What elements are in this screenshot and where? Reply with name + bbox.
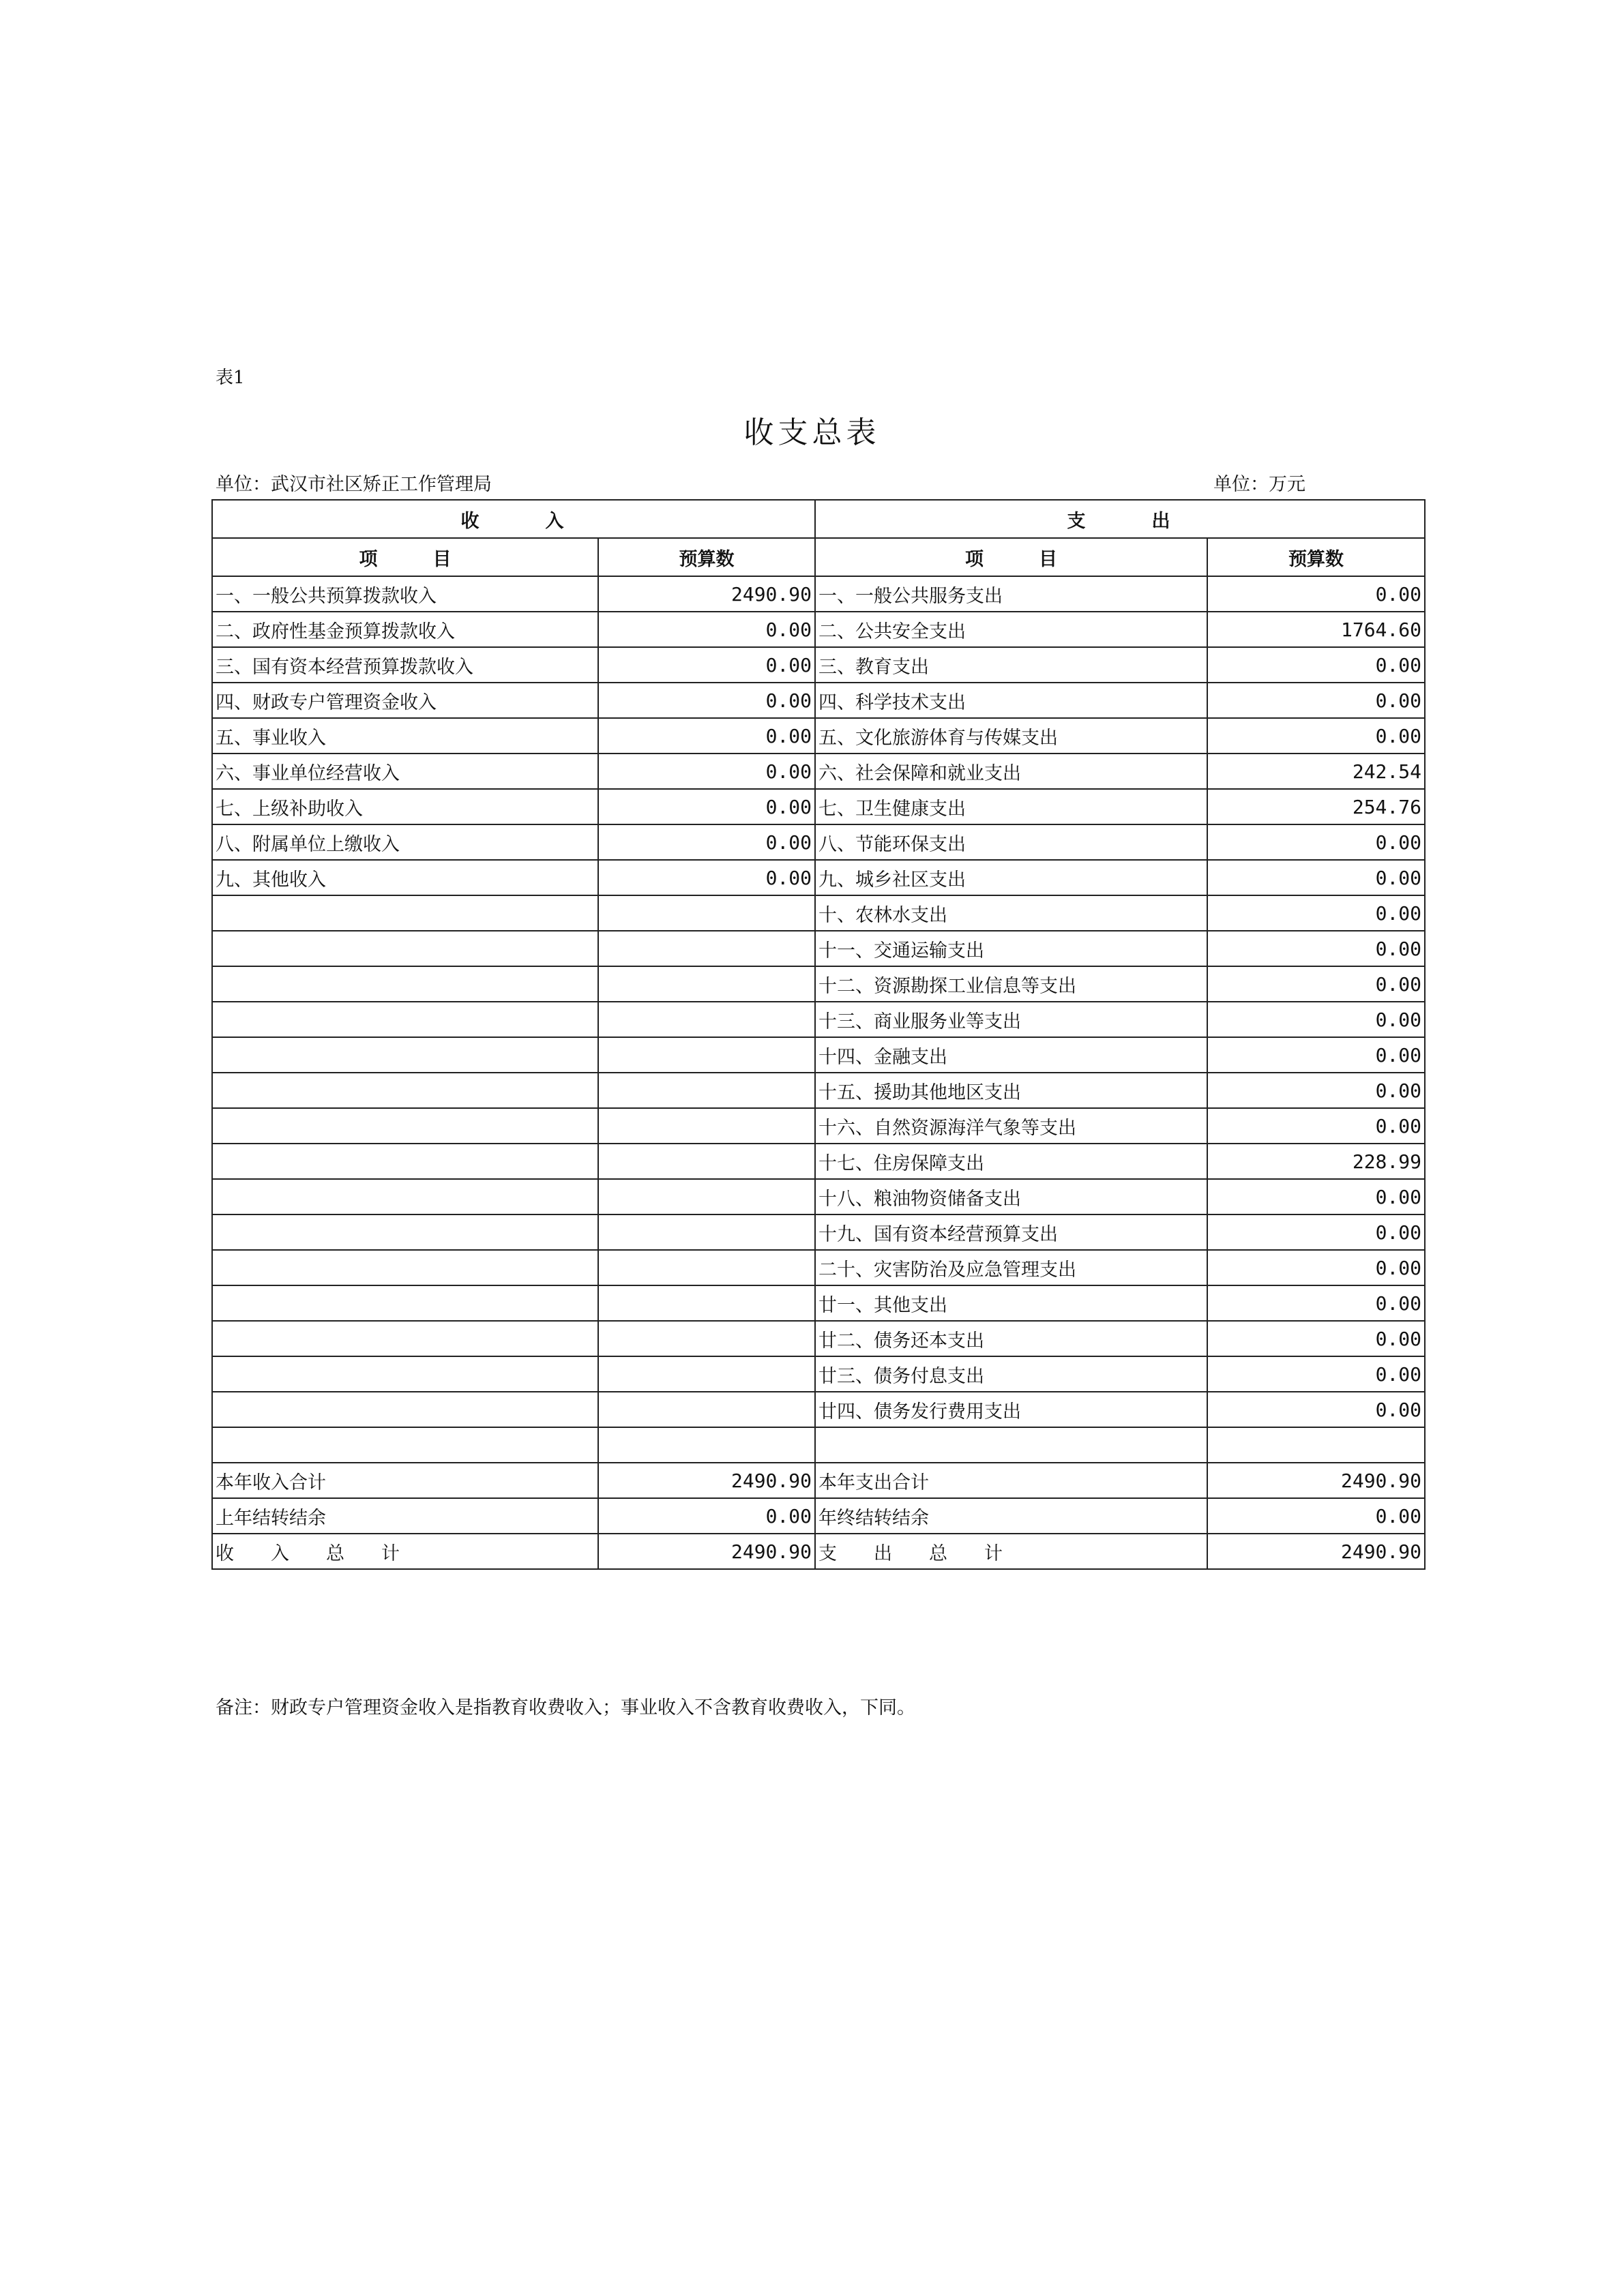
income-item-cell xyxy=(212,1392,598,1427)
expense-item-cell: 十一、交通运输支出 xyxy=(815,931,1207,966)
income-item-cell xyxy=(212,931,598,966)
expense-value-cell: 0.00 xyxy=(1207,1073,1425,1108)
expense-value-cell: 0.00 xyxy=(1207,966,1425,1002)
income-section-header: 收 入 xyxy=(212,500,815,538)
income-value-cell: 2490.90 xyxy=(598,1534,815,1569)
expense-item-cell: 二、公共安全支出 xyxy=(815,612,1207,647)
income-value-cell: 0.00 xyxy=(598,824,815,860)
expense-value-cell: 242.54 xyxy=(1207,754,1425,789)
income-value-cell: 2490.90 xyxy=(598,576,815,612)
table-row xyxy=(212,576,1425,612)
expense-value-cell: 228.99 xyxy=(1207,1144,1425,1179)
expense-budget-header: 预算数 xyxy=(1207,538,1425,576)
expense-item-cell: 四、科学技术支出 xyxy=(815,683,1207,718)
expense-item-cell: 十三、商业服务业等支出 xyxy=(815,1002,1207,1037)
unit-currency: 单位：万元 xyxy=(1213,474,1305,495)
income-item-cell xyxy=(212,1002,598,1037)
expense-value-cell: 0.00 xyxy=(1207,718,1425,754)
expense-item-cell xyxy=(815,1427,1207,1463)
income-value-cell xyxy=(598,1002,815,1037)
expense-item-cell: 二十、灾害防治及应急管理支出 xyxy=(815,1250,1207,1285)
expense-value-cell: 0.00 xyxy=(1207,1037,1425,1073)
table-row xyxy=(212,1214,1425,1250)
expense-value-cell: 2490.90 xyxy=(1207,1463,1425,1498)
expense-item-cell: 廿四、债务发行费用支出 xyxy=(815,1392,1207,1427)
unit-organization: 单位：武汉市社区矫正工作管理局 xyxy=(216,474,492,495)
expense-value-cell: 0.00 xyxy=(1207,1108,1425,1144)
income-value-cell: 0.00 xyxy=(598,860,815,895)
income-item-cell xyxy=(212,1214,598,1250)
income-value-cell xyxy=(598,966,815,1002)
expense-item-cell: 三、教育支出 xyxy=(815,647,1207,683)
expense-item-cell: 五、文化旅游体育与传媒支出 xyxy=(815,718,1207,754)
table-row xyxy=(212,1356,1425,1392)
expense-value-cell: 0.00 xyxy=(1207,1002,1425,1037)
expense-value-cell: 0.00 xyxy=(1207,1214,1425,1250)
table-row xyxy=(212,683,1425,718)
expense-item-cell: 十二、资源勘探工业信息等支出 xyxy=(815,966,1207,1002)
income-value-cell: 0.00 xyxy=(598,754,815,789)
expense-value-cell: 0.00 xyxy=(1207,1250,1425,1285)
table-row xyxy=(212,1037,1425,1073)
income-value-cell: 0.00 xyxy=(598,683,815,718)
section-header-row xyxy=(212,500,1425,538)
income-item-cell: 本年收入合计 xyxy=(212,1463,598,1498)
expense-item-cell: 八、节能环保支出 xyxy=(815,824,1207,860)
income-value-cell xyxy=(598,931,815,966)
expense-item-cell: 廿一、其他支出 xyxy=(815,1285,1207,1321)
expense-item-cell: 十七、住房保障支出 xyxy=(815,1144,1207,1179)
income-item-cell xyxy=(212,1108,598,1144)
expense-item-cell: 本年支出合计 xyxy=(815,1463,1207,1498)
income-item-cell: 二、政府性基金预算拨款收入 xyxy=(212,612,598,647)
income-item-header: 项 目 xyxy=(212,538,598,576)
table-row xyxy=(212,860,1425,895)
income-value-cell: 0.00 xyxy=(598,718,815,754)
income-value-cell xyxy=(598,1250,815,1285)
income-value-cell: 2490.90 xyxy=(598,1463,815,1498)
income-item-cell xyxy=(212,1037,598,1073)
table-row xyxy=(212,647,1425,683)
income-item-cell xyxy=(212,966,598,1002)
income-item-cell: 收 入 总 计 xyxy=(212,1534,598,1569)
table-row xyxy=(212,718,1425,754)
income-item-cell xyxy=(212,1250,598,1285)
expense-value-cell: 0.00 xyxy=(1207,931,1425,966)
expense-value-cell: 0.00 xyxy=(1207,860,1425,895)
expense-value-cell: 1764.60 xyxy=(1207,612,1425,647)
income-item-cell: 五、事业收入 xyxy=(212,718,598,754)
expense-value-cell: 0.00 xyxy=(1207,576,1425,612)
table-row xyxy=(212,1427,1425,1463)
expense-item-cell: 十九、国有资本经营预算支出 xyxy=(815,1214,1207,1250)
table-row xyxy=(212,824,1425,860)
income-value-cell xyxy=(598,895,815,931)
expense-value-cell: 0.00 xyxy=(1207,1498,1425,1534)
table-row xyxy=(212,1321,1425,1356)
expense-item-cell: 十八、粮油物资储备支出 xyxy=(815,1179,1207,1214)
income-item-cell xyxy=(212,1144,598,1179)
table-number: 表1 xyxy=(216,368,245,388)
income-value-cell xyxy=(598,1144,815,1179)
expense-value-cell: 2490.90 xyxy=(1207,1534,1425,1569)
income-value-cell xyxy=(598,1108,815,1144)
table-row xyxy=(212,931,1425,966)
table-row xyxy=(212,1108,1425,1144)
income-item-cell xyxy=(212,1073,598,1108)
expense-item-cell: 六、社会保障和就业支出 xyxy=(815,754,1207,789)
income-value-cell xyxy=(598,1427,815,1463)
income-value-cell: 0.00 xyxy=(598,1498,815,1534)
expense-value-cell: 0.00 xyxy=(1207,1392,1425,1427)
table-row xyxy=(212,966,1425,1002)
table-row xyxy=(212,1179,1425,1214)
table-row xyxy=(212,612,1425,647)
table-row xyxy=(212,1250,1425,1285)
table-row xyxy=(212,754,1425,789)
expense-item-cell: 支 出 总 计 xyxy=(815,1534,1207,1569)
expense-value-cell: 0.00 xyxy=(1207,647,1425,683)
income-value-cell xyxy=(598,1179,815,1214)
table-row xyxy=(212,895,1425,931)
table-row xyxy=(212,1144,1425,1179)
income-item-cell: 三、国有资本经营预算拨款收入 xyxy=(212,647,598,683)
expense-item-cell: 十、农林水支出 xyxy=(815,895,1207,931)
expense-item-cell: 十五、援助其他地区支出 xyxy=(815,1073,1207,1108)
income-value-cell: 0.00 xyxy=(598,789,815,824)
income-value-cell xyxy=(598,1073,815,1108)
expense-value-cell xyxy=(1207,1427,1425,1463)
income-budget-header: 预算数 xyxy=(598,538,815,576)
income-item-cell xyxy=(212,1179,598,1214)
expense-value-cell: 0.00 xyxy=(1207,895,1425,931)
income-value-cell: 0.00 xyxy=(598,647,815,683)
budget-summary-table xyxy=(211,499,1426,1570)
table-row xyxy=(212,1002,1425,1037)
income-item-cell xyxy=(212,895,598,931)
expense-item-cell: 廿二、债务还本支出 xyxy=(815,1321,1207,1356)
income-item-cell: 九、其他收入 xyxy=(212,860,598,895)
income-item-cell xyxy=(212,1321,598,1356)
expense-item-cell: 一、一般公共服务支出 xyxy=(815,576,1207,612)
expense-value-cell: 0.00 xyxy=(1207,1179,1425,1214)
table-row xyxy=(212,1392,1425,1427)
expense-item-cell: 七、卫生健康支出 xyxy=(815,789,1207,824)
column-header-row xyxy=(212,538,1425,576)
expense-value-cell: 0.00 xyxy=(1207,1356,1425,1392)
expense-value-cell: 0.00 xyxy=(1207,1285,1425,1321)
expense-value-cell: 254.76 xyxy=(1207,789,1425,824)
income-item-cell xyxy=(212,1427,598,1463)
income-item-cell: 四、财政专户管理资金收入 xyxy=(212,683,598,718)
expense-section-header: 支 出 xyxy=(815,500,1425,538)
table-row xyxy=(212,1073,1425,1108)
income-item-cell: 上年结转结余 xyxy=(212,1498,598,1534)
expense-item-cell: 廿三、债务付息支出 xyxy=(815,1356,1207,1392)
footnote: 备注：财政专户管理资金收入是指教育收费收入；事业收入不含教育收费收入，下同。 xyxy=(216,1697,915,1718)
expense-value-cell: 0.00 xyxy=(1207,683,1425,718)
income-item-cell: 一、一般公共预算拨款收入 xyxy=(212,576,598,612)
table-row xyxy=(212,1534,1425,1569)
income-value-cell xyxy=(598,1285,815,1321)
income-value-cell xyxy=(598,1037,815,1073)
income-value-cell xyxy=(598,1214,815,1250)
table-row xyxy=(212,1285,1425,1321)
expense-item-cell: 年终结转结余 xyxy=(815,1498,1207,1534)
table-row xyxy=(212,789,1425,824)
expense-item-cell: 十四、金融支出 xyxy=(815,1037,1207,1073)
expense-item-cell: 九、城乡社区支出 xyxy=(815,860,1207,895)
expense-item-cell: 十六、自然资源海洋气象等支出 xyxy=(815,1108,1207,1144)
income-item-cell: 七、上级补助收入 xyxy=(212,789,598,824)
income-value-cell xyxy=(598,1321,815,1356)
income-item-cell: 六、事业单位经营收入 xyxy=(212,754,598,789)
table-row xyxy=(212,1498,1425,1534)
income-value-cell xyxy=(598,1392,815,1427)
income-item-cell xyxy=(212,1356,598,1392)
income-value-cell: 0.00 xyxy=(598,612,815,647)
expense-item-header: 项 目 xyxy=(815,538,1207,576)
page-title: 收支总表 xyxy=(743,415,881,450)
table-row xyxy=(212,1463,1425,1498)
income-item-cell xyxy=(212,1285,598,1321)
expense-value-cell: 0.00 xyxy=(1207,824,1425,860)
income-item-cell: 八、附属单位上缴收入 xyxy=(212,824,598,860)
expense-value-cell: 0.00 xyxy=(1207,1321,1425,1356)
income-value-cell xyxy=(598,1356,815,1392)
